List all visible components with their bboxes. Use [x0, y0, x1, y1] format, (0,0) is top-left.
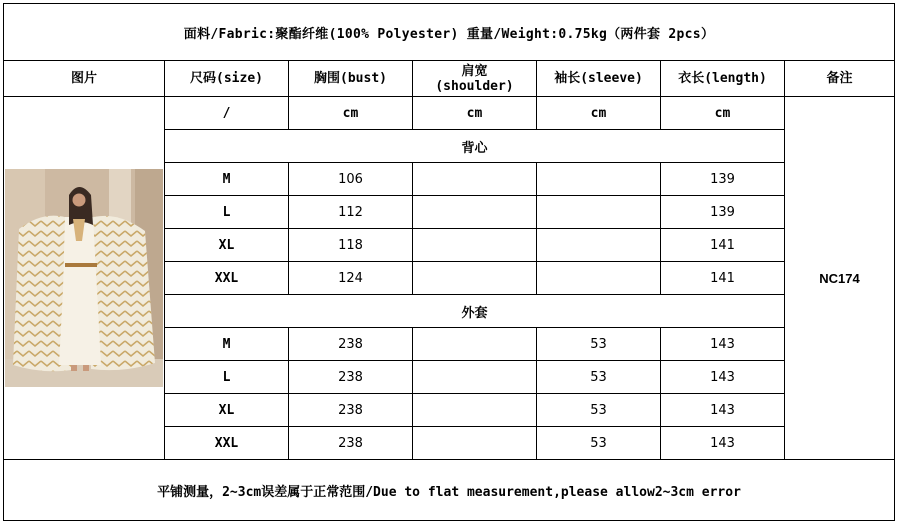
size-cell: M [165, 328, 289, 361]
unit-sleeve: cm [537, 97, 661, 130]
header-note: 备注 [785, 61, 895, 97]
length-cell: 143 [661, 328, 785, 361]
unit-shoulder: cm [413, 97, 537, 130]
bust-cell: 238 [289, 361, 413, 394]
size-cell: XXL [165, 427, 289, 460]
fabric-weight-title: 面料/Fabric:聚酯纤维(100% Polyester) 重量/Weight:0.75kg（两件套 2pcs） [4, 4, 895, 61]
size-cell: L [165, 361, 289, 394]
length-cell: 143 [661, 394, 785, 427]
size-cell: XXL [165, 262, 289, 295]
size-cell: XL [165, 394, 289, 427]
group-label-vest: 背心 [165, 130, 785, 163]
unit-bust: cm [289, 97, 413, 130]
sleeve-cell [537, 229, 661, 262]
sleeve-cell: 53 [537, 361, 661, 394]
size-cell: M [165, 163, 289, 196]
bust-cell: 118 [289, 229, 413, 262]
bust-cell: 238 [289, 427, 413, 460]
bust-cell: 238 [289, 394, 413, 427]
size-chart-table [3, 3, 895, 521]
shoulder-cell [413, 262, 537, 295]
header-length: 衣长(length) [661, 61, 785, 97]
sleeve-cell [537, 262, 661, 295]
unit-length: cm [661, 97, 785, 130]
sleeve-cell: 53 [537, 394, 661, 427]
group-label-coat: 外套 [165, 295, 785, 328]
sleeve-cell [537, 163, 661, 196]
unit-size: / [165, 97, 289, 130]
header-shoulder [413, 61, 537, 97]
style-code: NC174 [785, 97, 895, 460]
measurement-disclaimer: 平铺测量，2~3cm误差属于正常范围/Due to flat measurement,please allow2~3cm error [4, 460, 895, 521]
product-photo [5, 169, 163, 387]
length-cell: 143 [661, 427, 785, 460]
shoulder-cell [413, 196, 537, 229]
sleeve-cell: 53 [537, 328, 661, 361]
size-cell: XL [165, 229, 289, 262]
header-bust: 胸围(bust) [289, 61, 413, 97]
header-row [4, 61, 895, 97]
shoulder-cell [413, 163, 537, 196]
header-sleeve: 袖长(sleeve) [537, 61, 661, 97]
length-cell: 141 [661, 262, 785, 295]
bust-cell: 238 [289, 328, 413, 361]
shoulder-cell [413, 427, 537, 460]
shoulder-cell [413, 328, 537, 361]
shoulder-cell [413, 361, 537, 394]
sleeve-cell: 53 [537, 427, 661, 460]
shoulder-cell [413, 394, 537, 427]
product-photo-cell [4, 97, 165, 460]
bust-cell: 112 [289, 196, 413, 229]
length-cell: 141 [661, 229, 785, 262]
header-size: 尺码(size) [165, 61, 289, 97]
bust-cell: 124 [289, 262, 413, 295]
size-cell: L [165, 196, 289, 229]
unit-row [4, 97, 895, 130]
length-cell: 139 [661, 196, 785, 229]
length-cell: 143 [661, 361, 785, 394]
shoulder-cell [413, 229, 537, 262]
header-image: 图片 [4, 61, 165, 97]
header-shoulder-cn: 肩宽 [461, 63, 488, 79]
sleeve-cell [537, 196, 661, 229]
model-abaya-illustration [5, 169, 163, 387]
header-shoulder-en: (shoulder) [435, 78, 514, 94]
bust-cell: 106 [289, 163, 413, 196]
length-cell: 139 [661, 163, 785, 196]
